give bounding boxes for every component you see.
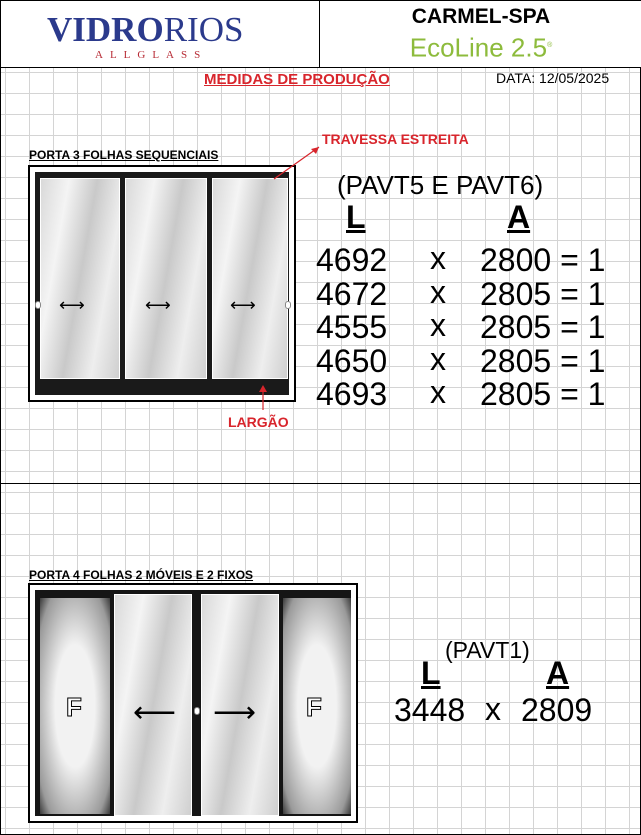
door2-times: x (485, 691, 501, 727)
logo-wordmark (47, 11, 287, 49)
measure-width: 4555 (316, 309, 388, 345)
door2-height: 2809 (521, 692, 593, 728)
door1-drawing (28, 165, 296, 402)
registered-mark: ® (547, 42, 553, 49)
product-line-text: EcoLine 2.5 (409, 32, 548, 63)
height-column-header: A (507, 199, 531, 235)
door1-frame (35, 172, 289, 395)
measure-times: x (430, 341, 446, 377)
door1-floors: (PAVT5 E PAVT6) (337, 170, 544, 200)
fixed-mark-left: F (66, 692, 82, 722)
door2-height-header: A (546, 655, 570, 691)
arrowhead-icon (311, 147, 319, 154)
logo-bold-text: VIDRO (47, 10, 164, 49)
door2-drawing (28, 583, 358, 823)
measure-width: 4693 (316, 376, 388, 412)
door2-width-header: L (421, 655, 441, 691)
door2-handle (194, 707, 200, 715)
measure-height-qty: 2800 = 1 (480, 242, 606, 278)
door2-width: 3448 (394, 692, 466, 728)
measure-width: 4650 (316, 343, 388, 379)
company-logo (47, 11, 287, 71)
measure-width: 4692 (316, 242, 388, 278)
door1-leaf-3 (212, 178, 288, 379)
logo-subtitle: ALLGLASS (95, 49, 208, 61)
fixed-mark-right: F (306, 692, 322, 722)
double-arrow-icon: ⟷ (230, 295, 256, 315)
product-line-logo (320, 31, 641, 63)
annotation-largao: LARGÃO (228, 414, 289, 430)
logo-light-text: RIOS (163, 10, 244, 49)
arrow-right-icon: ⟶ (213, 696, 257, 729)
measure-times: x (430, 307, 446, 343)
measure-times: x (430, 374, 446, 410)
door1-label: PORTA 3 FOLHAS SEQUENCIAIS (29, 148, 219, 162)
door2-floors: (PAVT1) (445, 637, 530, 663)
date-label: DATA: 12/05/2025 (496, 70, 610, 86)
double-arrow-icon: ⟷ (59, 295, 85, 315)
measure-height-qty: 2805 = 1 (480, 309, 606, 345)
annotation-travessa: TRAVESSA ESTREITA (322, 131, 469, 147)
door1-leaf-1 (40, 178, 120, 379)
door2-label: PORTA 4 FOLHAS 2 MÓVEIS E 2 FIXOS (29, 568, 254, 582)
measure-times: x (430, 274, 446, 310)
double-arrow-icon: ⟷ (145, 295, 171, 315)
door1-handle-right (285, 301, 291, 309)
measure-height-qty: 2805 = 1 (480, 376, 606, 412)
header (1, 1, 641, 68)
production-title: MEDIDAS DE PRODUÇÃO (204, 71, 390, 88)
door1-handle-left (35, 301, 41, 309)
client-name: CARMEL-SPA (411, 5, 551, 28)
measure-width: 4672 (316, 276, 388, 312)
door2-frame (35, 590, 351, 816)
measure-height-qty: 2805 = 1 (480, 343, 606, 379)
measure-height-qty: 2805 = 1 (480, 276, 606, 312)
measure-times: x (430, 240, 446, 276)
arrow-left-icon: ⟵ (133, 696, 177, 729)
section-divider (1, 483, 641, 484)
width-column-header: L (346, 199, 366, 235)
door1-leaf-2 (125, 178, 207, 379)
